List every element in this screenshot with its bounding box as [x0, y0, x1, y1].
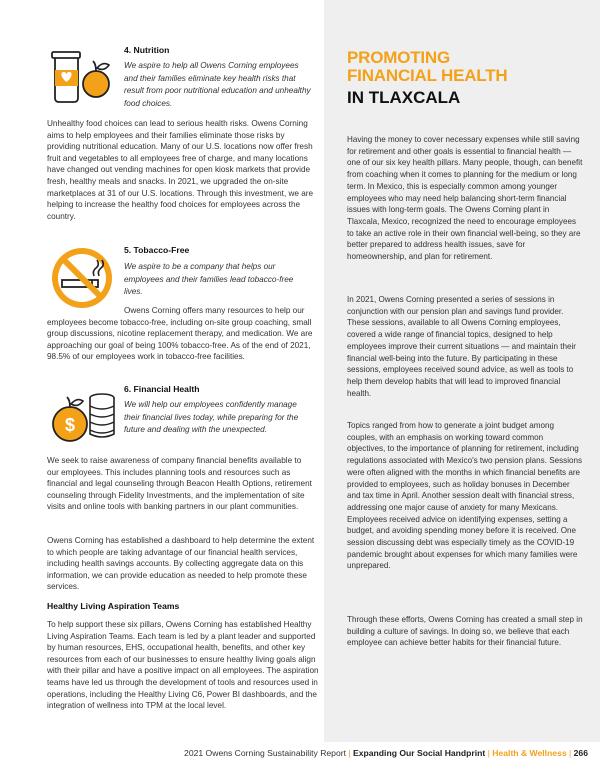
sidebar-paragraph-4: Through these efforts, Owens Corning has created a small step in building a culture of savings. In doing so, we believe that each employee can achieve better habits for their financial future.	[347, 615, 583, 648]
tobacco-body: Owens Corning offers many resources to help our employees become tobacco-free, including on-site group coaching, small group discussions, nicotine replacement therapy, and medication. We are approaching our goal of being 100% tobacco-free. As of the end of 2021, 98.5% of our employees work in tobacco-free facilities.	[47, 306, 313, 362]
aspiration-body: To help support these six pillars, Owens Corning has established Healthy Living Aspiration Teams. Each team is led by a plant leader and supported by human resources, EHS, occupational health, benefits, and other key resources from each of our businesses to ensure healthy living goals align with their pillar and have a positive impact on all employees. The aspiration teams have led us through the development of tools and resources used in operations, including the Healthy Living C6, Power BI dashboards, and the integration of wellness into TPM at the local level.	[47, 620, 319, 711]
page-number: 266	[573, 748, 588, 758]
financial-body-1: We seek to raise awareness of company financial benefits available to our employees. This includes planning tools and resources such as financial and legal counseling through Beacon Health Options, retirement counseling through Fidelity Investments, and the implementation of site visits and online tools with banking partners in our plant communities.	[47, 456, 312, 512]
no-smoking-icon	[48, 244, 116, 312]
footer-section[interactable]: Expanding Our Social Handprint	[353, 748, 486, 758]
nutrition-icon	[46, 44, 116, 106]
financial-title: 6. Financial Health	[124, 384, 200, 394]
sidebar-paragraph-2: In 2021, Owens Corning presented a series of sessions in conjunction with our pension plan and savings fund provider. These sessions, available to all Owens Corning employees, covered a wide range of financial topics, designed to help employees improve their current situations — and maintain their financial well-being into the future. By participating in these sessions, employees received sound advice, as well as tools to help them develop habits that will lead to improved financial health.	[347, 295, 576, 398]
financial-body-2: Owens Corning has established a dashboard to help determine the extent to which people are taking advantage of our financial health services, including health savings accounts. By collecting aggregate data on this information, we can provide education as needed to help promote these services.	[47, 536, 315, 592]
footer-topic[interactable]: Health & Wellness	[492, 748, 567, 758]
financial-intro: We will help our employees confidently manage their financial lives today, while preparing for the future and dealing with the unexpected.	[124, 400, 299, 435]
svg-text:$: $	[64, 415, 76, 435]
sidebar-title: IN TLAXCALA	[347, 88, 461, 107]
sidebar-paragraph-3: Topics ranged from how to generate a joint budget among couples, with an emphasis on working toward common objectives, to the importance of planning for retirement, including regulations associated with Mexico's two pension plans. Sessions were often aligned with the months in which financial benefits are provided to employees, such as holiday bonuses in December and tax time in April. Another session dealt with financial stress, addressing one major cause of anxiety for many Mexicans. Employees received advice on identifying expenses, setting a budget, and avoiding spending money before it is received. One session discussing debt was especially timely as the COVID-19 pandemic brought about expenses for which many families were unprepared.	[347, 421, 583, 571]
page-footer: 2021 Owens Corning Sustainability Report | Expanding Our Social Handprint | Health & Wellness | 266	[184, 748, 588, 758]
aspiration-title: Healthy Living Aspiration Teams	[47, 601, 180, 611]
sidebar-title-accent: PROMOTING FINANCIAL HEALTH	[347, 48, 508, 85]
tobacco-intro: We aspire to be a company that helps our employees and their families lead tobacco-free lives.	[124, 262, 294, 297]
nutrition-body: Unhealthy food choices can lead to serious health risks. Owens Corning aims to help employees and their families eliminate those risks by providing nutritional education. Many of our U.S. locations now offer fresh fruit and vegetables to all employees free of charge, and many locations have changed out vending machines for open kiosk markets that provide fresh, healthy meals and snacks. In 2021, we upgraded the on-site marketplaces at 31 of our U.S. locations. Through this investment, we are helping to increase the healthy food choices for employees across the country.	[47, 119, 314, 221]
nutrition-title: 4. Nutrition	[124, 45, 170, 55]
nutrition-intro: We aspire to help all Owens Corning employees and their families eliminate key health risks that result from poor nutritional education and unhealthy food choices.	[124, 61, 311, 108]
financial-health-icon	[48, 384, 118, 446]
footer-report: 2021 Owens Corning Sustainability Report	[184, 748, 346, 758]
sidebar-paragraph-1: Having the money to cover necessary expenses while still saving for retirement and other goals is essential to financial health — one of our six key health pillars. Many people, though, can benefit from coaching when it comes to planning for the medium or long term. In Mexico, this is especially common among younger employees who may need help balancing short-term financial issues with long-term goals. The Owens Corning plant in Tlaxcala, Mexico, recognized the need to encourage employees to take an active role in their own financial well-being, so they are better prepared to address health issues, save for homeownership, and plan for retirement.	[347, 135, 583, 262]
tobacco-title: 5. Tobacco-Free	[124, 245, 190, 255]
